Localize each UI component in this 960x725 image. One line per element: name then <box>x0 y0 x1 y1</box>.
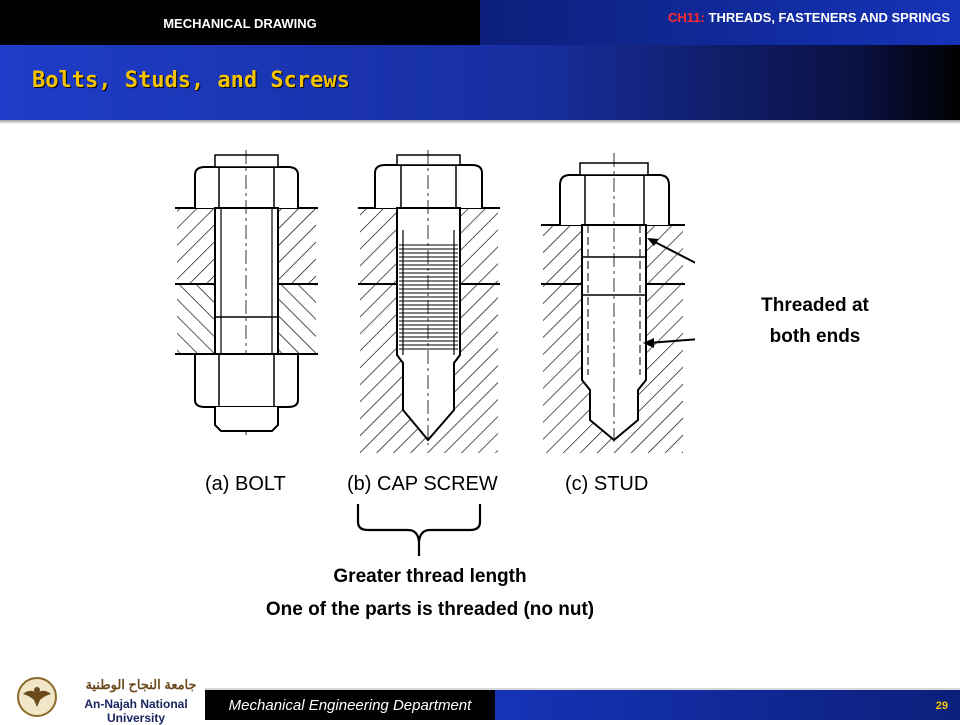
fastener-drawing <box>175 145 695 505</box>
course-header <box>0 0 480 45</box>
threaded-label-line2: both ends <box>769 326 861 347</box>
caption-bolt: (a) BOLT <box>205 473 286 495</box>
threaded-label-line1: Threaded at <box>761 295 869 316</box>
title-divider <box>0 120 960 124</box>
threaded-label <box>730 290 900 352</box>
slide-title: Bolts, Studs, and Screws <box>32 68 350 93</box>
page-number: 29 <box>935 700 948 712</box>
bolt-figure <box>175 150 318 435</box>
caption-stud: (c) STUD <box>565 473 649 495</box>
footer-department: Mechanical Engineering Department <box>205 690 495 720</box>
chapter-prefix: CH11: <box>668 10 705 25</box>
brace-marker <box>352 500 487 560</box>
chapter-title: THREADS, FASTENERS AND SPRINGS <box>704 10 950 25</box>
footer-bar <box>495 690 960 720</box>
university-logo-icon <box>14 676 60 718</box>
chapter-header <box>480 0 960 45</box>
stud-figure <box>541 153 685 453</box>
logo-arabic-text: جامعة النجاح الوطنية <box>85 677 197 692</box>
no-nut-label: One of the parts is threaded (no nut) <box>265 599 595 620</box>
course-title: MECHANICAL DRAWING <box>163 16 317 31</box>
logo-english-text: An-Najah National University <box>84 697 188 725</box>
caption-cap-screw: (b) CAP SCREW <box>347 473 498 495</box>
cap-screw-figure <box>358 150 500 453</box>
greater-thread-label: Greater thread length <box>333 566 527 587</box>
